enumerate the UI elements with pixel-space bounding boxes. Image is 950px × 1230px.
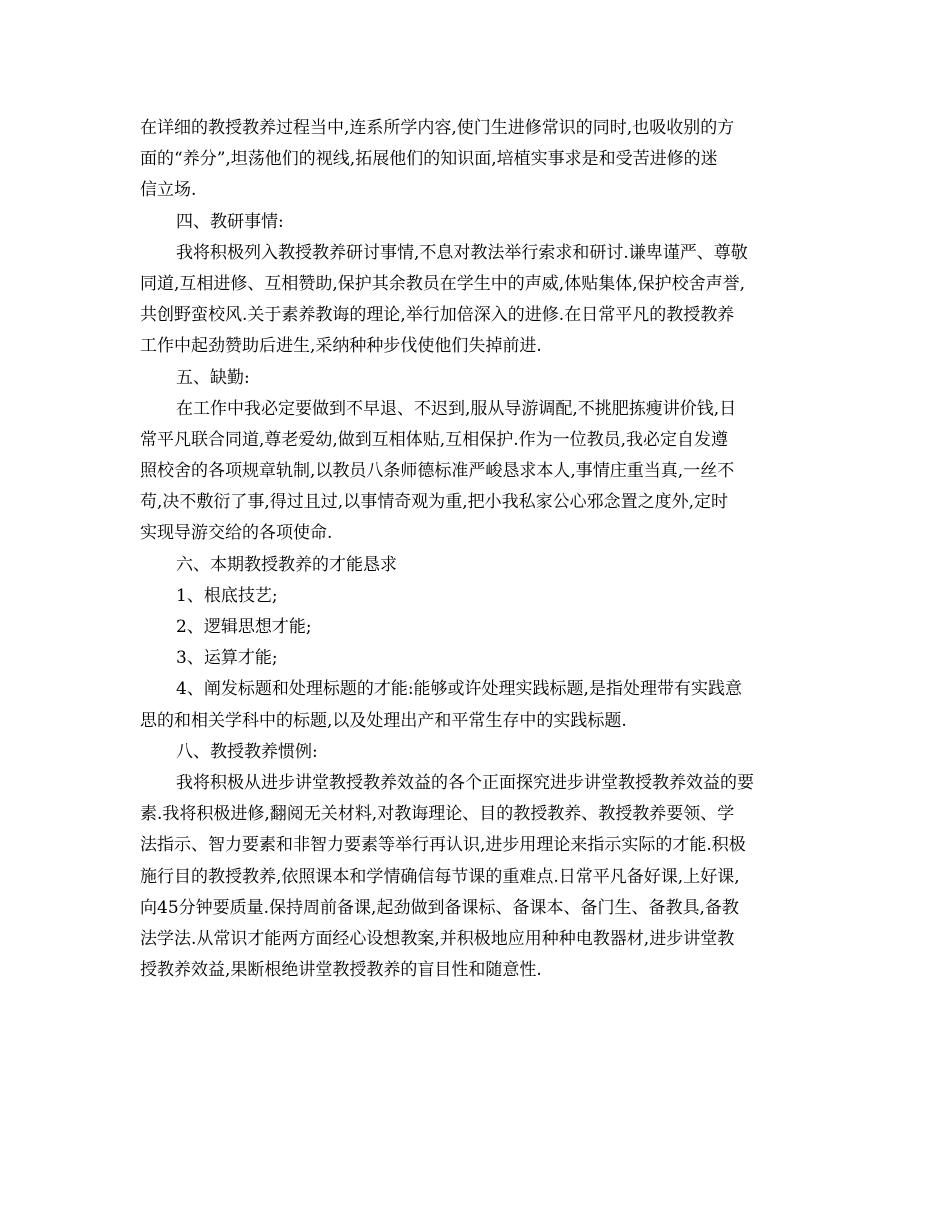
- list-item: 3、运算才能;: [176, 648, 278, 669]
- text-line: 工作中起劲赞助后进生,采纳种种步伐使他们失掉前进.: [140, 336, 542, 357]
- list-item: 2、逻辑思想才能;: [176, 617, 312, 637]
- text-line: 施行目的教授教养,依照课本和学情确信每节课的重难点.日常平凡备好课,上好课,: [140, 866, 740, 887]
- text-line: 同道,互相进修、互相赞助,保护其余教员在学生中的声威,体贴集体,保护校舍声誉,: [140, 273, 746, 294]
- text-line: 向45分钟要质量.保持周前备课,起劲做到备课标、备课本、备门生、备教具,备教: [140, 897, 739, 918]
- text-line: 我将积极列入教授教养研讨事情,不息对教法举行索求和研讨.谦卑谨严、尊敬: [176, 242, 748, 263]
- text-line: 苟,决不敷衍了事,得过且过,以事情奇观为重,把小我私家公心邪念置之度外,定时: [140, 492, 729, 513]
- section-heading: 六、本期教授教养的才能恳求: [176, 554, 397, 575]
- text-line: 授教养效益,果断根绝讲堂教授教养的盲目性和随意性.: [140, 960, 542, 981]
- section-heading: 八、教授教养惯例:: [176, 741, 318, 762]
- text-line: 思的和相关学科中的标题,以及处理出产和平常生存中的实践标题.: [140, 710, 627, 731]
- section-heading: 四、教研事情:: [176, 211, 284, 232]
- text-line: 在详细的教授教养过程当中,连系所学内容,使门生进修常识的同时,也吸收别的方: [140, 118, 735, 138]
- section-heading: 五、缺勤:: [176, 367, 250, 388]
- text-line: 实现导游交给的各项使命.: [140, 523, 333, 544]
- text-line: 面的“养分”,坦荡他们的视线,拓展他们的知识面,培植实事求是和受苦进修的迷: [140, 149, 718, 170]
- list-item: 4、阐发标题和处理标题的才能:能够或许处理实践标题,是指处理带有实践意: [176, 679, 742, 700]
- text-line: 常平凡联合同道,尊老爱幼,做到互相体贴,互相保护.作为一位教员,我必定自发遵: [140, 429, 729, 450]
- text-line: 共创野蛮校风.关于素养教诲的理论,举行加倍深入的进修.在日常平凡的教授教养: [140, 305, 735, 326]
- document-body: [140, 113, 822, 986]
- text-line: 法学法.从常识才能两方面经心设想教案,并积极地应用种种电教器材,进步讲堂教: [140, 928, 735, 949]
- text-line: 信立场.: [140, 180, 197, 201]
- text-line: 素.我将积极进修,翻阅无关材料,对教诲理论、目的教授教养、教授教养要领、学: [140, 804, 735, 825]
- text-line: 我将积极从进步讲堂教授教养效益的各个正面探究进步讲堂教授教养效益的要: [176, 772, 754, 793]
- text-line: 在工作中我必定要做到不早退、不迟到,服从导游调配,不挑肥拣瘦讲价钱,日: [176, 398, 737, 419]
- list-item: 1、根底技艺;: [176, 585, 278, 606]
- text-line: 照校舍的各项规章轨制,以教员八条师德标准严峻恳求本人,事情庄重当真,一丝不: [140, 461, 735, 482]
- text-line: 法指示、智力要素和非智力要素等举行再认识,进步用理论来指示实际的才能.积极: [140, 835, 746, 856]
